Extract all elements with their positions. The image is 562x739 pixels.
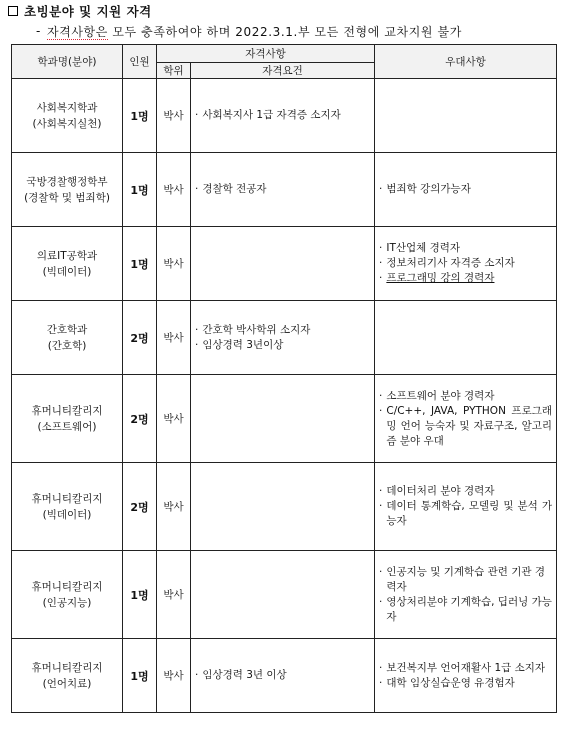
header-requirements: 자격요건 <box>191 63 375 79</box>
count-cell: 1명 <box>123 79 157 153</box>
preferred-item: · 보건복지부 언어재활사 1급 소지자 <box>379 661 546 674</box>
requirements-cell <box>191 551 375 639</box>
degree-cell: 박사 <box>157 301 191 375</box>
section-title: 초빙분야 및 지원 자격 <box>24 4 152 19</box>
preferred-cell <box>375 551 557 639</box>
preferred-cell <box>375 639 557 713</box>
requirements-cell <box>191 153 375 227</box>
preferred-cell <box>375 227 557 301</box>
preferred-item: · IT산업체 경력자 <box>379 242 461 254</box>
requirements-cell <box>191 79 375 153</box>
recruitment-table <box>11 44 557 713</box>
count-cell: 1명 <box>123 227 157 301</box>
degree-cell: 박사 <box>157 639 191 713</box>
header-degree: 학위 <box>157 63 191 79</box>
note-dash: - <box>36 24 41 38</box>
preferred-item: · 대학 임상실습운영 유경험자 <box>379 676 515 689</box>
requirements-cell <box>191 463 375 551</box>
preferred-item: · 프로그래밍 강의 경력자 <box>379 272 495 284</box>
table-row <box>12 227 557 301</box>
requirements-cell <box>191 301 375 375</box>
preferred-item: · 소프트웨어 분야 경력자 <box>379 389 495 402</box>
count-cell: 2명 <box>123 301 157 375</box>
note-prefix: 자격사항은 <box>46 24 108 39</box>
table-row <box>12 153 557 227</box>
table-row <box>12 639 557 713</box>
preferred-cell <box>375 463 557 551</box>
header-count: 인원 <box>123 45 157 79</box>
header-dept: 학과명(분야) <box>12 45 123 79</box>
requirements-cell <box>191 639 375 713</box>
preferred-cell <box>375 153 557 227</box>
requirement-item: · 간호학 박사학위 소지자 <box>195 323 311 336</box>
degree-cell: 박사 <box>157 463 191 551</box>
count-cell: 1명 <box>123 153 157 227</box>
preferred-item: · 인공지능 및 기계학습 관련 기관 경력자 <box>379 565 546 593</box>
section-heading <box>8 2 152 20</box>
table-row <box>12 463 557 551</box>
dept-cell: 의료IT공학과 (빅데이터) <box>12 227 123 301</box>
dept-cell: 휴머니티칼리지 (언어치료) <box>12 639 123 713</box>
dept-cell: 간호학과 (간호학) <box>12 301 123 375</box>
degree-cell: 박사 <box>157 551 191 639</box>
table-row <box>12 301 557 375</box>
header-preferred: 우대사항 <box>375 45 557 79</box>
dept-cell: 사회복지학과 (사회복지실천) <box>12 79 123 153</box>
degree-cell: 박사 <box>157 79 191 153</box>
table-row <box>12 551 557 639</box>
requirement-item: · 임상경력 3년 이상 <box>195 669 287 681</box>
requirement-item: · 경찰학 전공자 <box>195 183 267 195</box>
preferred-item: · 영상처리분야 기계학습, 딥러닝 가능자 <box>379 595 552 623</box>
table-row <box>12 79 557 153</box>
requirement-item: · 임상경력 3년이상 <box>195 338 284 351</box>
count-cell: 1명 <box>123 639 157 713</box>
requirement-item: · 사회복지사 1급 자격증 소지자 <box>195 109 341 121</box>
count-cell: 2명 <box>123 463 157 551</box>
preferred-item: · 데이터 통계학습, 모델링 및 분석 가능자 <box>379 500 553 527</box>
preferred-cell <box>375 301 557 375</box>
requirements-cell <box>191 227 375 301</box>
dept-cell: 휴머니티칼리지 (인공지능) <box>12 551 123 639</box>
dept-cell: 휴머니티칼리지 (소프트웨어) <box>12 375 123 463</box>
count-cell: 1명 <box>123 551 157 639</box>
preferred-item: · 정보처리기사 자격증 소지자 <box>379 257 515 269</box>
dept-cell: 국방경찰행정학부 (경찰학 및 범죄학) <box>12 153 123 227</box>
degree-cell: 박사 <box>157 153 191 227</box>
preferred-item: · 데이터처리 분야 경력자 <box>379 485 495 497</box>
preferred-item: · C/C++, JAVA, PYTHON 프로그래밍 언어 능숙자 및 자료구조, 알고리즘 분야 우대 <box>379 404 553 447</box>
degree-cell: 박사 <box>157 375 191 463</box>
requirements-cell <box>191 375 375 463</box>
degree-cell: 박사 <box>157 227 191 301</box>
note-text: 모두 충족하여야 하며 2022.3.1.부 모든 전형에 교차지원 불가 <box>112 24 462 39</box>
eligibility-note <box>36 22 462 40</box>
preferred-cell <box>375 79 557 153</box>
preferred-cell <box>375 375 557 463</box>
count-cell: 2명 <box>123 375 157 463</box>
table-row <box>12 375 557 463</box>
preferred-item: · 범죄학 강의가능자 <box>379 183 471 195</box>
header-qualifications: 자격사항 <box>157 45 375 63</box>
dept-cell: 휴머니티칼리지 (빅데이터) <box>12 463 123 551</box>
checkbox-square-icon <box>8 6 18 16</box>
